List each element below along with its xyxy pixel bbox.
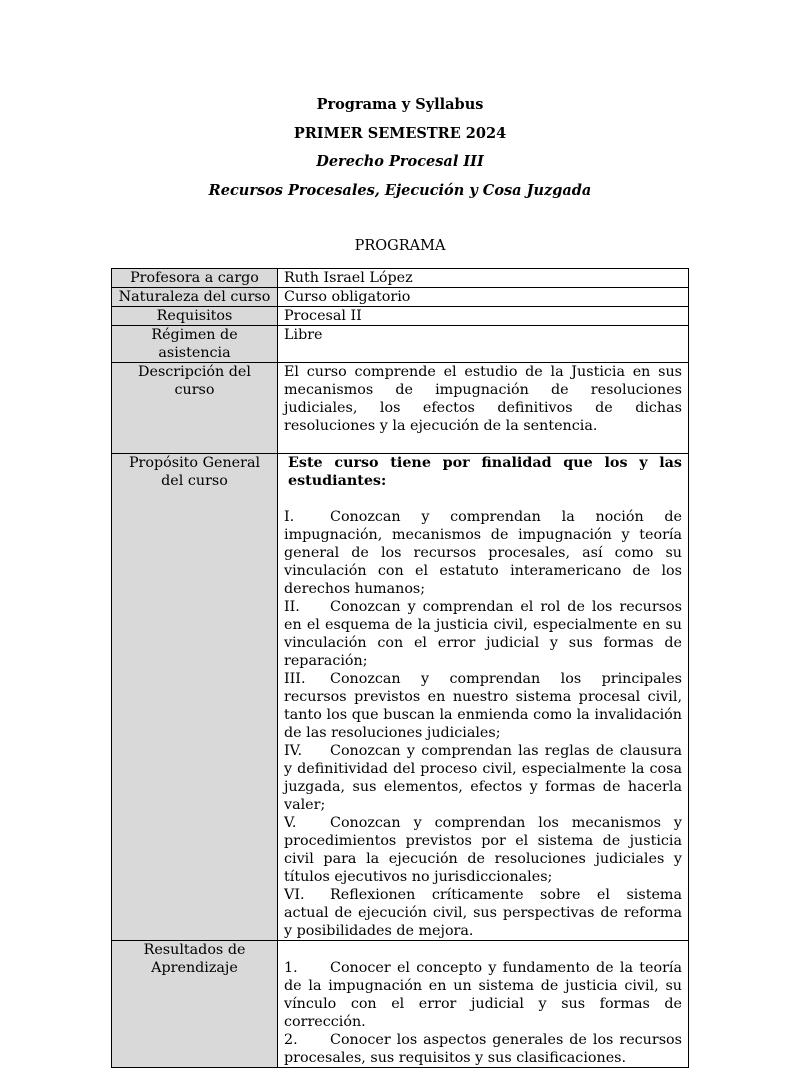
row-value bbox=[278, 363, 689, 454]
header-title: Programa y Syllabus bbox=[316, 96, 484, 113]
header-semester: PRIMER SEMESTRE 2024 bbox=[293, 124, 507, 142]
row-label: Régimen de asistencia bbox=[112, 326, 278, 363]
row-value: Curso obligatorio bbox=[278, 288, 689, 307]
purpose-item bbox=[284, 598, 682, 670]
document-header bbox=[0, 91, 800, 205]
purpose-item-num: II. bbox=[284, 599, 300, 615]
table-row bbox=[112, 941, 689, 1068]
purpose-item bbox=[284, 814, 682, 886]
purpose-item bbox=[284, 508, 682, 598]
result-item bbox=[284, 959, 682, 1031]
table-row bbox=[112, 363, 689, 454]
purpose-item-text: Conozcan y comprendan los mecanismos y procedimientos previstos por el sistema de justicia civil para la ejecución de resoluciones judiciales y títulos ejecutivos no jurisdiccionales; bbox=[284, 815, 682, 885]
description-text: El curso comprende el estudio de la Justicia en sus mecanismos de impugnación de resoluciones judiciales, los efectos definitivos de dichas resoluciones y la ejecución de la sentencia. bbox=[284, 364, 682, 434]
row-value: Ruth Israel López bbox=[278, 269, 689, 288]
purpose-item-num: VI. bbox=[284, 887, 305, 903]
purpose-item bbox=[284, 886, 682, 940]
result-item-text: Conocer el concepto y fundamento de la teoría de la impugnación en un sistema de justicia civil, su vínculo con el error judicial y sus formas de corrección. bbox=[284, 960, 682, 1030]
purpose-item bbox=[284, 670, 682, 742]
row-label: Propósito General del curso bbox=[112, 454, 278, 941]
table-row bbox=[112, 307, 689, 326]
purpose-item-num: V. bbox=[284, 815, 297, 831]
purpose-item bbox=[284, 742, 682, 814]
program-table bbox=[111, 268, 689, 1068]
table-row bbox=[112, 269, 689, 288]
purpose-item-num: IV. bbox=[284, 743, 303, 759]
purpose-item-num: III. bbox=[284, 671, 306, 687]
table-row bbox=[112, 326, 689, 363]
table-row bbox=[112, 454, 689, 941]
row-label: Descripción del curso bbox=[112, 363, 278, 454]
results-cell bbox=[278, 941, 689, 1068]
purpose-intro: Este curso tiene por finalidad que los y las estudiantes: bbox=[288, 455, 682, 489]
purpose-cell bbox=[278, 454, 689, 941]
header-subtitle: Recursos Procesales, Ejecución y Cosa Juzgada bbox=[208, 181, 592, 199]
row-value: Libre bbox=[278, 326, 689, 363]
purpose-item-text: Conozcan y comprendan la noción de impugnación, mecanismos de impugnación y teoría general de los recursos procesales, así como su vinculación con el estatuto interamericano de los derechos humanos; bbox=[284, 509, 682, 597]
section-title: PROGRAMA bbox=[354, 238, 446, 254]
row-label: Resultados de Aprendizaje bbox=[112, 941, 278, 1068]
row-label: Profesora a cargo bbox=[112, 269, 278, 288]
result-item-num: 1. bbox=[284, 960, 298, 976]
row-label: Requisitos bbox=[112, 307, 278, 326]
purpose-item-text: Reflexionen críticamente sobre el sistema actual de ejecución civil, sus perspectivas de reforma y posibilidades de mejora. bbox=[284, 887, 682, 939]
purpose-item-num: I. bbox=[284, 509, 295, 525]
header-course: Derecho Procesal III bbox=[316, 153, 484, 170]
result-item bbox=[284, 1031, 682, 1067]
row-value: Procesal II bbox=[278, 307, 689, 326]
result-item-num: 2. bbox=[284, 1032, 298, 1048]
purpose-item-text: Conozcan y comprendan las reglas de clausura y definitividad del proceso civil, especialmente la cosa juzgada, sus elementos, efectos y formas de hacerla valer; bbox=[284, 743, 682, 813]
purpose-item-text: Conozcan y comprendan el rol de los recursos en el esquema de la justicia civil, especialmente en su vinculación con el error judicial y sus formas de reparación; bbox=[284, 599, 682, 669]
result-item-text: Conocer los aspectos generales de los recursos procesales, sus requisitos y sus clasificaciones. bbox=[284, 1032, 682, 1066]
purpose-item-text: Conozcan y comprendan los principales recursos previstos en nuestro sistema procesal civil, tanto los que buscan la enmienda como la invalidación de las resoluciones judiciales; bbox=[284, 671, 682, 741]
table-row bbox=[112, 288, 689, 307]
row-label: Naturaleza del curso bbox=[112, 288, 278, 307]
